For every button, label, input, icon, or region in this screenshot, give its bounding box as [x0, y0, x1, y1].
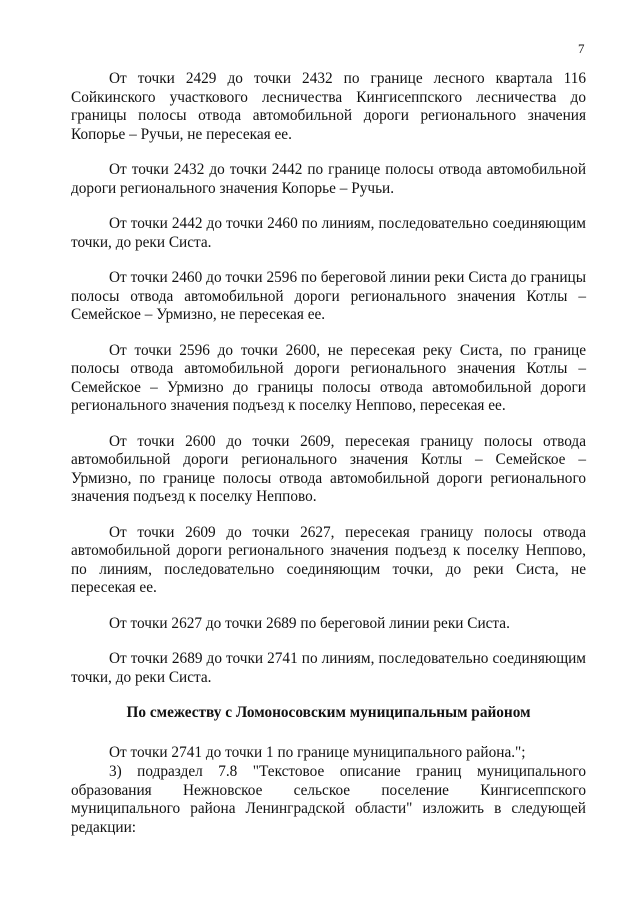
paragraph: От точки 2460 до точки 2596 по береговой линии реки Систа до границы полосы отвода автомобильной дороги регионального значения Котлы – Семейское – Урмизно, не пересекая ее.	[71, 269, 586, 323]
paragraph: От точки 2429 до точки 2432 по границе лесного квартала 116 Сойкинского участкового лесничества Кингисеппского лесничества до границы полосы отвода автомобильной дороги регионального значения Копорье – Ручьи, не пересекая ее.	[71, 70, 586, 143]
paragraph: От точки 2600 до точки 2609, пересекая границу полосы отвода автомобильной дороги регионального значения Котлы – Семейское – Урмизно, по границе полосы отвода автомобильной дороги регионального значения подъезд к поселку Неппово.	[71, 432, 586, 505]
section-heading: По смежеству с Ломоносовским муниципальным районом	[126, 704, 531, 721]
paragraph: От точки 2627 до точки 2689 по береговой линии реки Систа.	[109, 614, 510, 632]
paragraph: От точки 2689 до точки 2741 по линиям, последовательно соединяющим точки, до реки Систа.	[71, 650, 586, 686]
page-number: 7	[578, 41, 585, 56]
document-body	[71, 70, 586, 837]
paragraph: От точки 2609 до точки 2627, пересекая границу полосы отвода автомобильной дороги регионального значения подъезд к поселку Неппово, по линиям, последовательно соединяющим точки, до реки Систа, не пересекая ее.	[71, 523, 586, 596]
final-paragraph: От точки 2741 до точки 1 по границе муниципального района.";	[109, 743, 526, 761]
amendment-paragraph: 3) подраздел 7.8 "Текстовое описание границ муниципального образования Нежновское сельское поселение Кингисеппского муниципального района Ленинградской области" изложить в следующей редакции:	[71, 763, 586, 836]
paragraph: От точки 2596 до точки 2600, не пересекая реку Систа, по границе полосы отвода автомобильной дороги регионального значения Котлы – Семейское – Урмизно до границы полосы отвода автомобильной дороги регионального значения подъезд к поселку Неппово, пересекая ее.	[71, 341, 586, 414]
paragraph: От точки 2432 до точки 2442 по границе полосы отвода автомобильной дороги регионального значения Копорье – Ручьи.	[71, 161, 586, 197]
paragraph: От точки 2442 до точки 2460 по линиям, последовательно соединяющим точки, до реки Систа.	[71, 215, 586, 251]
